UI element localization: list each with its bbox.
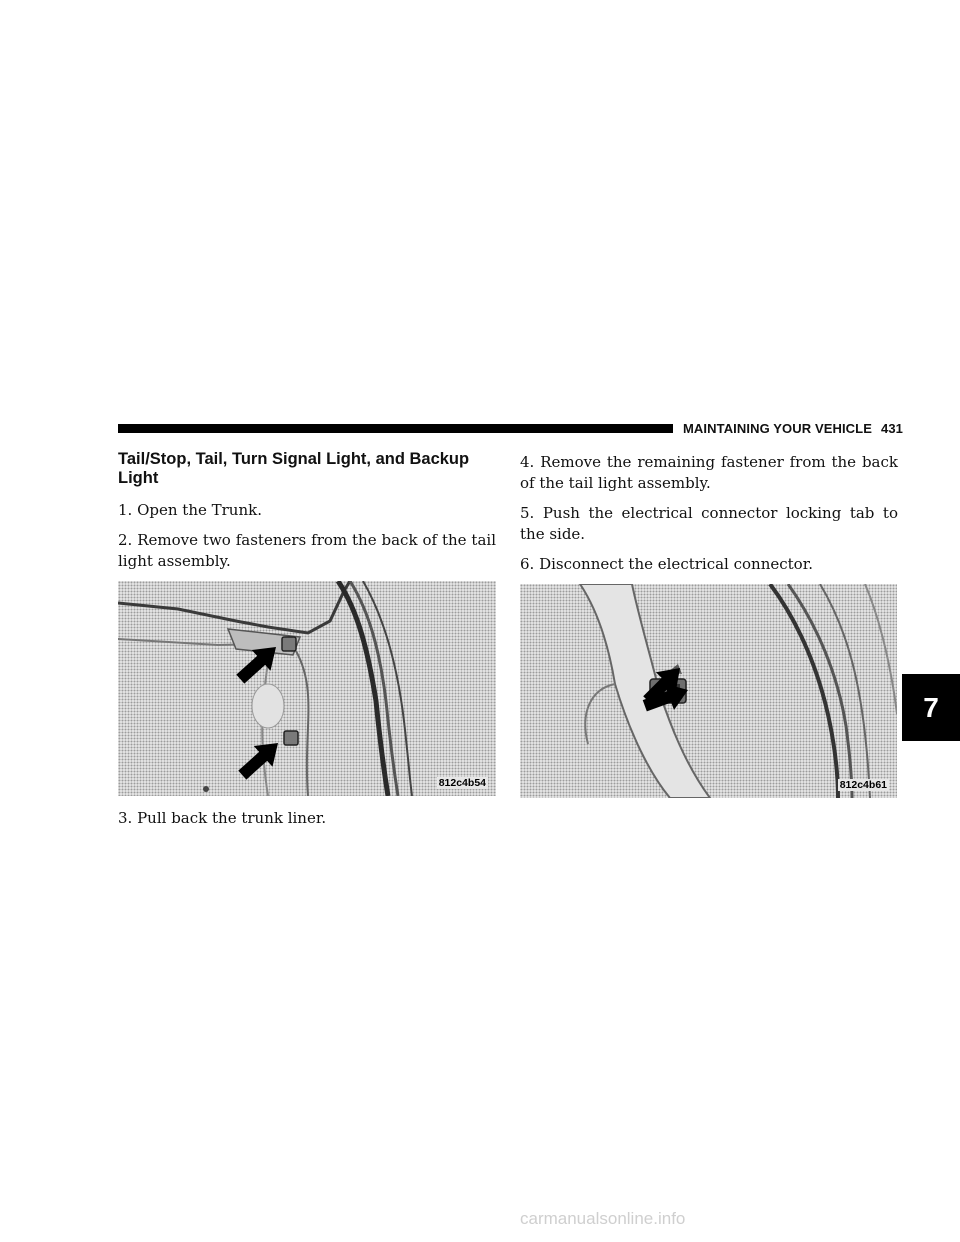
figure-tail-light-fasteners	[118, 581, 496, 796]
arrow-icon	[233, 733, 287, 786]
step-3: 3. Pull back the trunk liner.	[118, 809, 327, 827]
step-2: 2. Remove two fasteners from the back of the tail light assembly.	[118, 531, 496, 570]
trunk-illustration-right	[520, 584, 897, 798]
running-header	[683, 421, 903, 436]
step-1: 1. Open the Trunk.	[118, 501, 262, 519]
watermark: carmanualsonline.info	[520, 1209, 686, 1228]
step-5: 5. Push the electrical connector locking tab to the side.	[520, 504, 898, 543]
header-rule	[118, 424, 673, 433]
figure-label: 812c4b61	[839, 779, 887, 791]
figure-label: 812c4b54	[438, 777, 486, 789]
section-title: MAINTAINING YOUR VEHICLE	[683, 421, 872, 436]
chapter-tab: 7	[902, 674, 960, 741]
trunk-illustration-left	[118, 581, 496, 796]
left-column	[118, 450, 496, 838]
step-4: 4. Remove the remaining fastener from the back of the tail light assembly.	[520, 453, 898, 492]
right-column	[520, 452, 898, 810]
section-heading: Tail/Stop, Tail, Turn Signal Light, and Backup Light	[118, 450, 470, 487]
figure-electrical-connector	[520, 584, 897, 798]
step-6: 6. Disconnect the electrical connector.	[520, 555, 813, 573]
page-number: 431	[880, 421, 903, 436]
